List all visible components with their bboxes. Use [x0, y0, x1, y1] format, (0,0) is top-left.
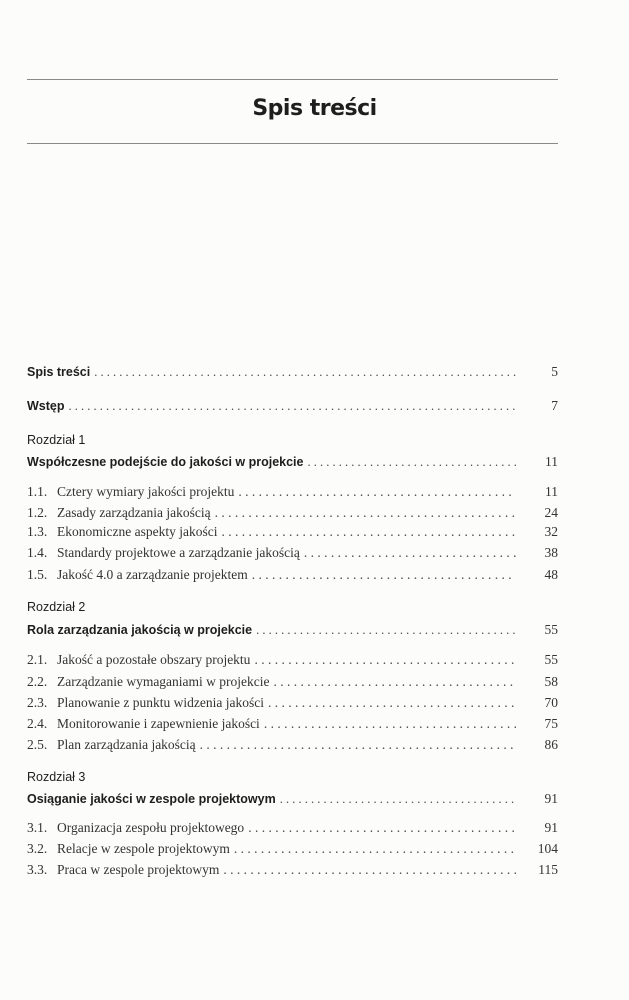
toc-entry-section	[27, 483, 558, 501]
entry-title: Jakość 4.0 a zarządzanie projektem	[57, 567, 248, 582]
section-number: 1.4.	[27, 545, 48, 560]
page-number: 55	[544, 652, 558, 667]
toc-entry-chapter-label	[27, 768, 558, 786]
entry-title: Rozdział 2	[27, 600, 86, 614]
dot-leader	[248, 819, 516, 837]
section-number: 2.2.	[27, 674, 48, 689]
entry-title: Wstęp	[27, 399, 65, 413]
toc-entry-chapter	[27, 790, 558, 808]
dot-leader	[304, 544, 516, 562]
page-number: 115	[538, 862, 558, 877]
dot-leader	[94, 363, 516, 381]
section-number: 1.3.	[27, 524, 48, 539]
page-title: Spis treści	[252, 96, 377, 121]
dot-leader	[223, 861, 516, 879]
entry-title: Osiąganie jakości w zespole projektowym	[27, 792, 276, 806]
section-number: 2.5.	[27, 737, 48, 752]
entry-title: Planowanie z punktu widzenia jakości	[57, 695, 264, 710]
page-number: 38	[544, 545, 558, 560]
page-number: 75	[544, 716, 558, 731]
title-bottom-rule	[27, 143, 558, 144]
toc-entry-section	[27, 544, 558, 562]
entry-title: Relacje w zespole projektowym	[57, 841, 230, 856]
dot-leader	[252, 566, 516, 584]
toc-entry-section	[27, 651, 558, 669]
entry-title: Spis treści	[27, 365, 91, 379]
top-rule	[27, 79, 558, 80]
section-number: 3.1.	[27, 820, 48, 835]
dot-leader	[307, 453, 516, 471]
toc-entry-section	[27, 504, 558, 522]
dot-leader	[238, 483, 516, 501]
entry-title: Praca w zespole projektowym	[57, 862, 220, 877]
entry-title: Zarządzanie wymaganiami w projekcie	[57, 674, 270, 689]
toc-entry-top	[27, 397, 558, 415]
dot-leader	[234, 840, 516, 858]
toc-entry-section	[27, 523, 558, 541]
section-number: 3.2.	[27, 841, 48, 856]
page-number: 86	[544, 737, 558, 752]
dot-leader	[254, 651, 516, 669]
dot-leader	[268, 694, 516, 712]
dot-leader	[280, 790, 516, 808]
page-number: 11	[545, 454, 558, 469]
entry-title: Monitorowanie i zapewnienie jakości	[57, 716, 260, 731]
section-number: 1.2.	[27, 505, 48, 520]
section-number: 2.3.	[27, 695, 48, 710]
toc-entry-chapter	[27, 621, 558, 639]
page-number: 11	[545, 484, 558, 499]
entry-title: Organizacja zespołu projektowego	[57, 820, 245, 835]
toc-entry-chapter	[27, 453, 558, 471]
toc-entry-chapter-label	[27, 431, 558, 449]
page-number: 55	[544, 622, 558, 637]
dot-leader	[264, 715, 516, 733]
entry-title: Rozdział 3	[27, 770, 86, 784]
toc-entry-top	[27, 363, 558, 381]
dot-leader	[274, 673, 516, 691]
entry-title: Plan zarządzania jakością	[57, 737, 196, 752]
toc-entry-section	[27, 736, 558, 754]
dot-leader	[200, 736, 516, 754]
dot-leader	[215, 504, 516, 522]
page-number: 70	[544, 695, 558, 710]
page-number: 91	[544, 820, 558, 835]
section-number: 3.3.	[27, 862, 48, 877]
toc-entry-section	[27, 715, 558, 733]
toc-entry-section	[27, 861, 558, 879]
page-number: 104	[537, 841, 558, 856]
dot-leader	[256, 621, 516, 639]
entry-title: Ekonomiczne aspekty jakości	[57, 524, 218, 539]
page-number: 7	[551, 398, 558, 413]
page-number: 58	[544, 674, 558, 689]
entry-title: Współczesne podejście do jakości w projekcie	[27, 455, 304, 469]
page-number: 24	[544, 505, 558, 520]
section-number: 2.4.	[27, 716, 48, 731]
toc-entry-section	[27, 694, 558, 712]
page-number: 5	[551, 364, 558, 379]
entry-title: Rola zarządzania jakością w projekcie	[27, 623, 253, 637]
entry-title: Standardy projektowe a zarządzanie jakością	[57, 545, 300, 560]
page-number: 91	[544, 791, 558, 806]
toc-entry-section	[27, 819, 558, 837]
page-number: 32	[544, 524, 558, 539]
dot-leader	[69, 397, 517, 415]
toc-entry-section	[27, 840, 558, 858]
entry-title: Cztery wymiary jakości projektu	[57, 484, 235, 499]
toc-entry-chapter-label	[27, 598, 558, 616]
entry-title: Jakość a pozostałe obszary projektu	[57, 652, 251, 667]
dot-leader	[221, 523, 516, 541]
section-number: 1.5.	[27, 567, 48, 582]
toc-entry-section	[27, 566, 558, 584]
section-number: 1.1.	[27, 484, 48, 499]
section-number: 2.1.	[27, 652, 48, 667]
toc-entry-section	[27, 673, 558, 691]
page-number: 48	[544, 567, 558, 582]
entry-title: Zasady zarządzania jakością	[57, 505, 211, 520]
entry-title: Rozdział 1	[27, 433, 86, 447]
